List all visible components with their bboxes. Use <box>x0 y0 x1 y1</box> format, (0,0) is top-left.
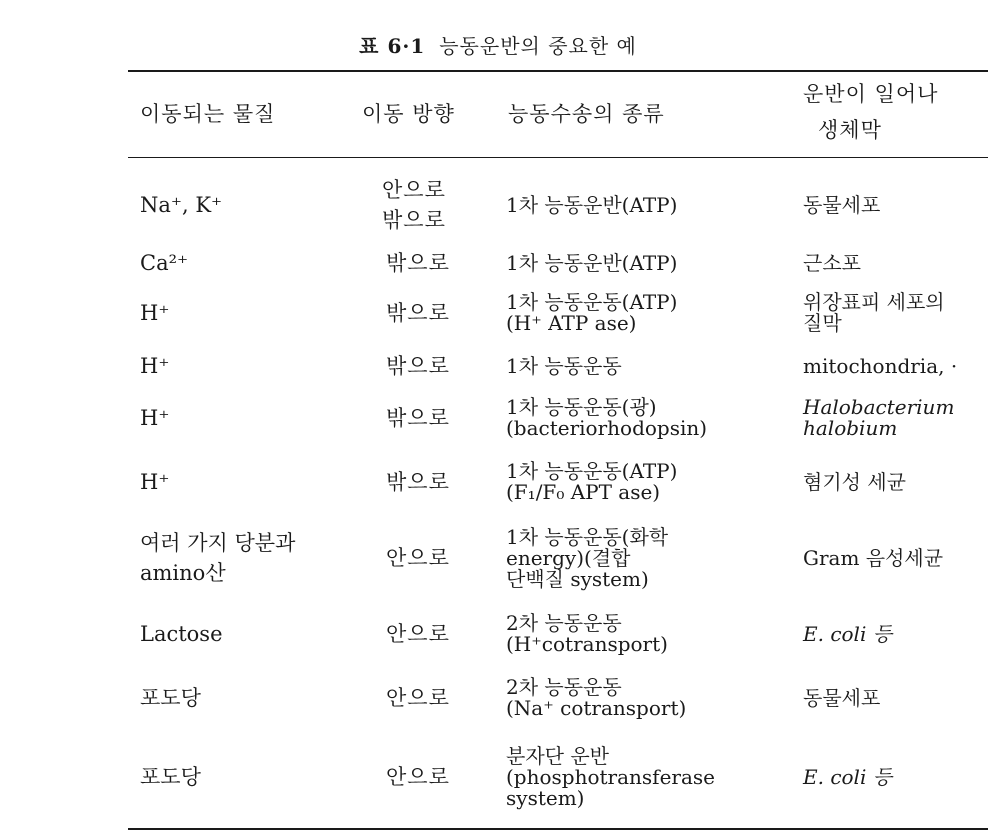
cell-membrane: mitochondria, · <box>803 353 958 378</box>
cell-substance: 여러 가지 당분과 amino산 <box>140 531 296 585</box>
table-row <box>0 348 988 384</box>
table-header-rule <box>128 157 988 158</box>
cell-substance: H⁺ <box>140 406 170 430</box>
cell-membrane: E. coli 등 <box>803 764 893 789</box>
cell-substance: Ca²⁺ <box>140 251 189 275</box>
cell-direction: 안으로 밖으로 <box>382 178 446 232</box>
cell-substance: 포도당 <box>140 686 201 710</box>
table-title: 능동운반의 중요한 예 <box>439 34 637 58</box>
cell-direction: 밖으로 <box>386 354 450 378</box>
cell-membrane: Gram 음성세균 <box>803 545 944 570</box>
cell-direction: 안으로 <box>386 546 450 570</box>
cell-substance: 포도당 <box>140 765 201 789</box>
header-transport-type: 능동수송의 종류 <box>508 102 665 126</box>
table-caption <box>128 30 868 59</box>
cell-direction: 밖으로 <box>386 470 450 494</box>
cell-membrane: Halobacterium halobium <box>803 395 955 440</box>
cell-transport-type: 1차 능동운동(화학 energy)(결합 단백질 system) <box>506 524 669 591</box>
cell-transport-type: 분자단 운반 (phosphotransferase system) <box>506 743 716 810</box>
cell-direction: 밖으로 <box>386 251 450 275</box>
table-row <box>0 170 988 240</box>
header-substance: 이동되는 물질 <box>140 102 276 126</box>
cell-membrane: 위장표피 세포의 질막 <box>803 290 945 335</box>
cell-transport-type: 1차 능동운동(광) (bacteriorhodopsin) <box>506 395 708 440</box>
table-row <box>0 287 988 339</box>
header-direction: 이동 방향 <box>362 102 455 126</box>
cell-substance: Na⁺, K⁺ <box>140 193 223 217</box>
cell-transport-type: 1차 능동운동(ATP) (F₁/F₀ APT ase) <box>506 459 678 504</box>
cell-direction: 밖으로 <box>386 301 450 325</box>
table-row <box>0 246 988 280</box>
cell-substance: H⁺ <box>140 470 170 494</box>
cell-substance: H⁺ <box>140 354 170 378</box>
table-row <box>0 520 988 596</box>
cell-membrane: 근소포 <box>803 250 861 275</box>
cell-transport-type: 1차 능동운동 <box>506 353 622 378</box>
cell-membrane: 동물세포 <box>803 192 881 217</box>
table-top-rule <box>128 70 988 72</box>
header-membrane-line2: 생체막 <box>818 118 882 142</box>
cell-transport-type: 2차 능동운동 (Na⁺ cotransport) <box>506 675 687 720</box>
cell-membrane: 동물세포 <box>803 685 881 710</box>
cell-membrane: E. coli 등 <box>803 621 893 646</box>
table-row <box>0 736 988 818</box>
cell-transport-type: 1차 능동운반(ATP) <box>506 192 678 217</box>
cell-direction: 안으로 <box>386 686 450 710</box>
cell-transport-type: 2차 능동운동 (H⁺cotransport) <box>506 611 668 656</box>
table-number: 표 6·1 <box>359 34 426 58</box>
table-row <box>0 670 988 726</box>
table-bottom-rule <box>128 828 988 830</box>
cell-membrane: 혐기성 세균 <box>803 469 906 494</box>
cell-direction: 안으로 <box>386 765 450 789</box>
table-row <box>0 456 988 508</box>
cell-substance: H⁺ <box>140 301 170 325</box>
table-row <box>0 606 988 662</box>
header-membrane-line1: 운반이 일어나 <box>803 82 939 106</box>
cell-transport-type: 1차 능동운동(ATP) (H⁺ ATP ase) <box>506 290 678 335</box>
cell-transport-type: 1차 능동운반(ATP) <box>506 250 678 275</box>
cell-direction: 안으로 <box>386 622 450 646</box>
cell-direction: 밖으로 <box>386 406 450 430</box>
table-row <box>0 392 988 444</box>
cell-substance: Lactose <box>140 622 223 646</box>
